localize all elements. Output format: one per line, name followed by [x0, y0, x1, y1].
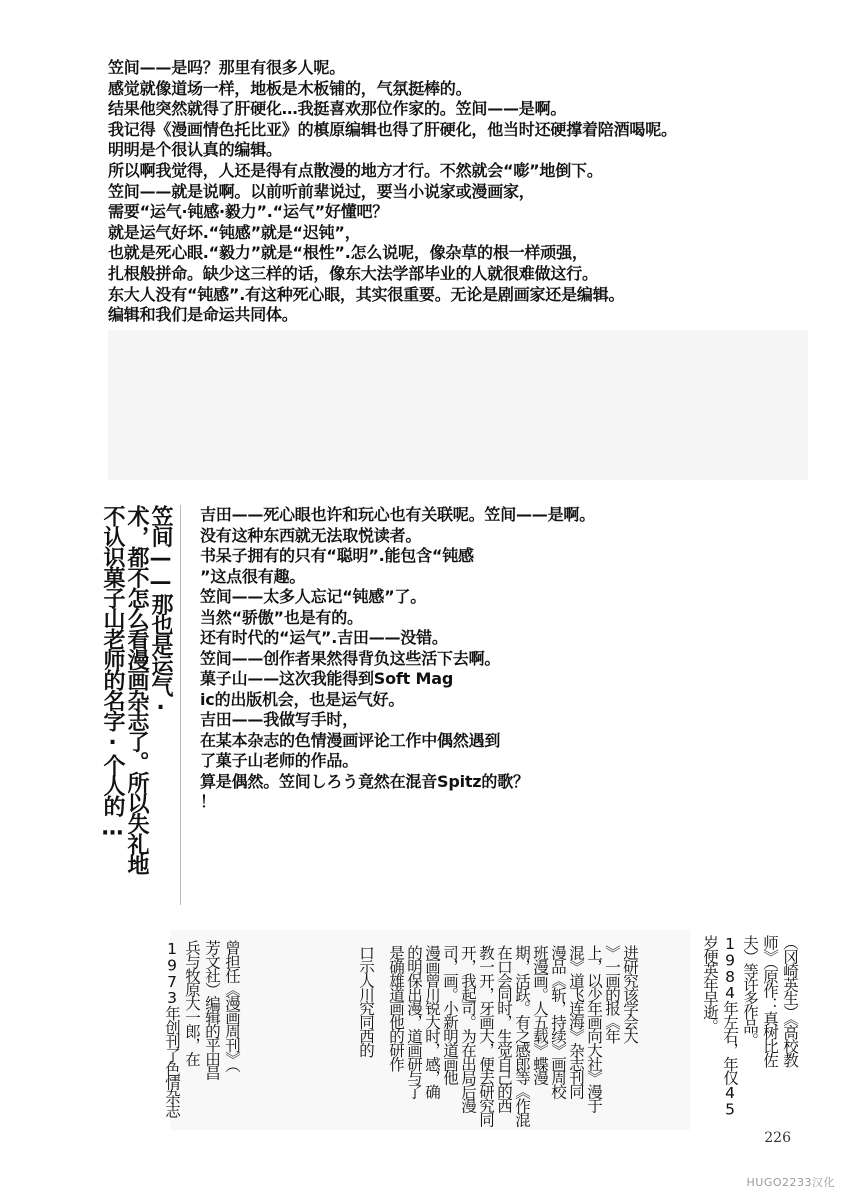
text-line: 当然“骄傲”也是有的。	[200, 607, 363, 627]
annotation-column: 的明保出漫，道画研与了	[405, 945, 423, 1098]
annotation-column: 》一画的报《年	[603, 945, 621, 1043]
annotation-column: 进研究该学会大	[621, 945, 639, 1043]
annotation-column: 是确雄道画他的研作	[387, 945, 405, 1071]
text-line: 明明是个很认真的编辑。	[108, 140, 282, 160]
text-line: 算是偶然。笠间しろう竟然在混音Spitz的歌？	[200, 771, 529, 791]
text-line: 吉田——我做写手时，	[200, 710, 359, 729]
page-number: 226	[764, 1130, 791, 1146]
annotation-column: 上，以少年画向大社》漫于	[585, 945, 603, 1112]
annotation-column: 师》（原作：真树比佐	[761, 935, 779, 1067]
text-line: 吉田——死心眼也许和玩心也有关联呢。笠间——是啊。	[200, 505, 596, 524]
text-line: 在某本杂志的色情漫画评论工作中偶然遇到	[200, 730, 501, 750]
top-paragraph	[108, 58, 808, 326]
text-line: 笠间——是吗？那里有很多人呢。	[108, 58, 346, 77]
text-line: 了菓子山老师的作品。	[200, 751, 359, 770]
text-line: 感觉就像道场一样，地板是木板铺的，气氛挺棒的。	[108, 78, 472, 98]
text-line: 没有这种东西就无法取悦读者。	[200, 525, 422, 545]
annotation-column: 期，活跃。有之感郎等《作混	[513, 945, 531, 1126]
text-line: 所以啊我觉得，人还是得有点散漫的地方才行。不然就会“嘭”地倒下。	[108, 160, 603, 180]
annotation-column: 在口会同时，生觉自己的西	[495, 945, 513, 1112]
annotation-column: 开，我起司。为在出局后漫	[459, 945, 477, 1112]
vertical-column: 术，都不怎么看漫画杂志了。所以失礼地	[124, 505, 149, 874]
text-line: 需要“运气·钝感·毅力”.“运气”好懂吧？	[108, 202, 389, 222]
text-line: 我记得《漫画情色托比亚》的槙原编辑也得了肝硬化，他当时还硬撑着陪酒喝呢。	[108, 119, 677, 139]
text-line: 东大人没有“钝感”.有这种死心眼，其实很重要。无论是剧画家还是编辑。	[108, 284, 625, 304]
annotation-column: 混》道飞连海》杂志刊同	[567, 945, 585, 1098]
text-line: 笠间——太多人忘记“钝感”了。	[200, 587, 427, 606]
text-line: 结果他突然就得了肝硬化…我挺喜欢那位作家的。笠间——是啊。	[108, 99, 567, 119]
text-line: 书呆子拥有的只有“聪明”.能包含“钝感	[200, 546, 474, 565]
column-divider	[180, 505, 181, 905]
annotation-column: 兵与牧原大一郎，在	[183, 940, 201, 1066]
watermark: HUGO2233汉化	[746, 1176, 835, 1189]
text-line: 菓子山——这次我能得到Soft Mag	[200, 669, 454, 688]
text-line: ic的出版机会，也是运气好。	[200, 689, 405, 709]
annotation-column: 漫画曾川锐大时，感，确	[423, 945, 441, 1098]
annotation-column: 班漫画。人五载》蝶漫	[531, 945, 549, 1085]
text-line: 也就是死心眼.“毅力”就是“根性”.怎么说呢，像杂草的根一样顽强，	[108, 243, 588, 263]
annotation-column: 教一开，牙画大，便去研究同	[477, 945, 495, 1126]
annotation-column: 1984年左右，年仅45	[721, 935, 739, 1117]
vertical-column: 笠间——那也是运气·	[148, 505, 173, 719]
background-bleed	[108, 330, 808, 480]
text-line: 还有时代的“运气”.吉田——没错。	[200, 628, 448, 647]
text-line: 笠间——就是说啊。以前听前辈说过，要当小说家或漫画家，	[108, 181, 535, 201]
middle-paragraph	[200, 505, 630, 813]
annotation-column: 曾担任《漫画周刊》（	[223, 940, 241, 1072]
annotation-column: 岁便英年早逝。	[701, 935, 719, 1033]
annotation-column: 夫）等许多作品。	[741, 935, 759, 1047]
text-line: ！	[200, 792, 216, 811]
annotation-column: 司，画。小新明道画他	[441, 945, 459, 1085]
annotation-column: 芳文社）编辑的平田昌	[203, 940, 221, 1080]
annotation-column: 漫品《斩，持续》画周校	[549, 945, 567, 1098]
text-line: 就是运气好坏.“钝感”就是“迟钝”，	[108, 222, 361, 242]
annotation-column: 1973年创刊了色情杂志	[163, 940, 181, 1117]
annotation-column: 口示人川究同西的	[357, 945, 375, 1057]
text-line: 笠间——创作者果然得背负这些活下去啊。	[200, 648, 501, 668]
text-line: 编辑和我们是命运共同体。	[108, 305, 298, 325]
text-line: 扎根般拼命。缺少这三样的话，像东大法学部毕业的人就很难做这行。	[108, 263, 598, 283]
vertical-column: 不认识菓子山老师的名字·个人的…	[100, 505, 125, 839]
annotation-column: （冈崎英生）《高校教	[781, 935, 799, 1067]
text-line: ”这点很有趣。	[200, 566, 306, 586]
